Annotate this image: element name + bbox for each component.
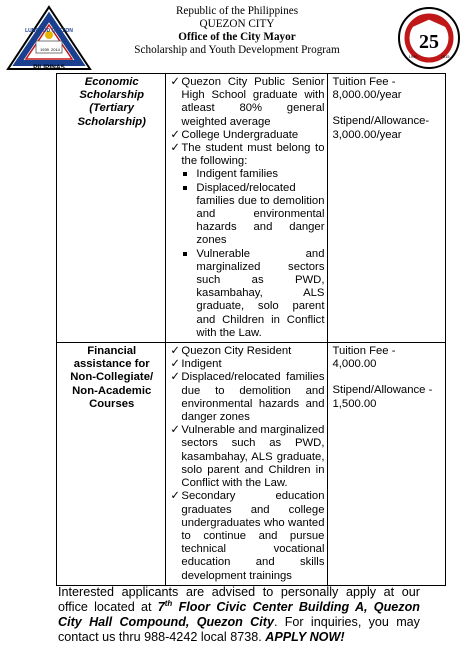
requirement-item: ✓ Vulnerable and marginalized sectors such as PWD, kasambahay, ALS graduate, solo parent and Children in Conflict with the Law.	[170, 424, 325, 490]
logo-number: 25	[419, 31, 439, 53]
checkmark-icon: ✓	[170, 358, 180, 371]
requirement-item: ✓ Quezon City Public Senior High School graduate with atleast 80% general weighted average	[170, 76, 325, 128]
program-line: Scholarship and Youth Development Program	[134, 44, 340, 56]
spacer	[332, 371, 442, 384]
office-address: 7th Floor Civic Center Building A, Quezon City Hall Compound, Quezon City	[58, 598, 420, 629]
requirement-item: ✓ Secondary education graduates and college undergraduates who wanted to continue and pursue technical vocational education and skills development trainings	[170, 490, 325, 582]
sub-requirement-item: Displaced/relocated families due to demolition and environmental hazards and danger zones	[170, 182, 324, 248]
requirement-item: ✓ Quezon City Resident	[170, 345, 292, 358]
seal-bottom-text: PILIPINAS	[33, 64, 65, 71]
stipend-value: 3,000.00/year	[332, 128, 402, 141]
requirements-cell	[166, 343, 328, 586]
requirement-item: ✓ Indigent	[170, 358, 222, 371]
program-name: Economic Scholarship (Tertiary Scholarship)	[57, 74, 166, 343]
program-name: Financial assistance for Non-Collegiate/ Non-Academic Courses	[57, 343, 166, 586]
requirements-cell	[166, 74, 328, 343]
checkmark-icon: ✓	[170, 345, 180, 358]
notice-part2: . For inquiries, you may contact us thru 988-4242 local 8738.	[58, 615, 420, 644]
stipend-value: 1,500.00	[332, 397, 377, 410]
stipend-label: Stipend/Allowance-	[332, 115, 430, 128]
stipend-label: Stipend/Allowance -	[332, 384, 433, 397]
scholarship-table	[56, 73, 446, 586]
tuition-value: 8,000.00/year	[332, 89, 402, 102]
letterhead	[0, 0, 474, 72]
square-bullet-icon	[183, 252, 187, 256]
office-line: Office of the City Mayor	[178, 31, 296, 43]
checkmark-icon: ✓	[170, 371, 180, 384]
tuition-label: Tuition Fee -	[332, 345, 396, 358]
tuition-label: Tuition Fee -	[332, 76, 396, 88]
quezon-city-seal-icon	[6, 5, 92, 71]
requirement-item: ✓ Displaced/relocated families due to demolition and environmental hazards and danger zones	[170, 371, 325, 424]
notice-part1: Interested applicants are advised to personally apply at our office located at	[58, 585, 420, 614]
spacer	[332, 102, 442, 115]
program-row	[57, 343, 446, 586]
anniversary-logo-icon	[397, 6, 461, 70]
republic-line: Republic of the Philippines	[175, 5, 299, 17]
logo-year-left: 1990	[408, 54, 418, 59]
checkmark-icon: ✓	[170, 128, 180, 141]
benefits-cell	[328, 74, 446, 343]
checkmark-icon: ✓	[170, 142, 180, 155]
square-bullet-icon	[183, 172, 187, 176]
city-line: QUEZON CITY	[199, 18, 275, 30]
seal-top-text: LUNGSOD QUEZON	[25, 28, 73, 34]
checkmark-icon: ✓	[170, 424, 180, 437]
logo-year-right: 2015	[440, 54, 450, 59]
requirement-item: ✓ The student must belong to the following:	[170, 142, 325, 168]
seal-year-left: 1939	[40, 47, 49, 52]
program-row	[57, 74, 446, 343]
sub-requirement-item: Indigent families	[170, 168, 324, 181]
application-notice	[58, 585, 420, 645]
square-bullet-icon	[183, 186, 187, 190]
seal-year-right: 2014	[51, 47, 60, 52]
sub-requirement-item: Vulnerable and marginalized sectors such as PWD, kasambahay, ALS graduate, solo parent and Children in Conflict with the Law.	[170, 248, 324, 340]
letterhead-text	[100, 5, 374, 57]
tuition-value: 4,000.00	[332, 358, 377, 371]
benefits-cell	[328, 343, 446, 586]
requirement-item: ✓ College Undergraduate	[170, 128, 299, 141]
checkmark-icon: ✓	[170, 76, 180, 88]
apply-now-cta: APPLY NOW!	[265, 630, 345, 644]
checkmark-icon: ✓	[170, 490, 180, 503]
